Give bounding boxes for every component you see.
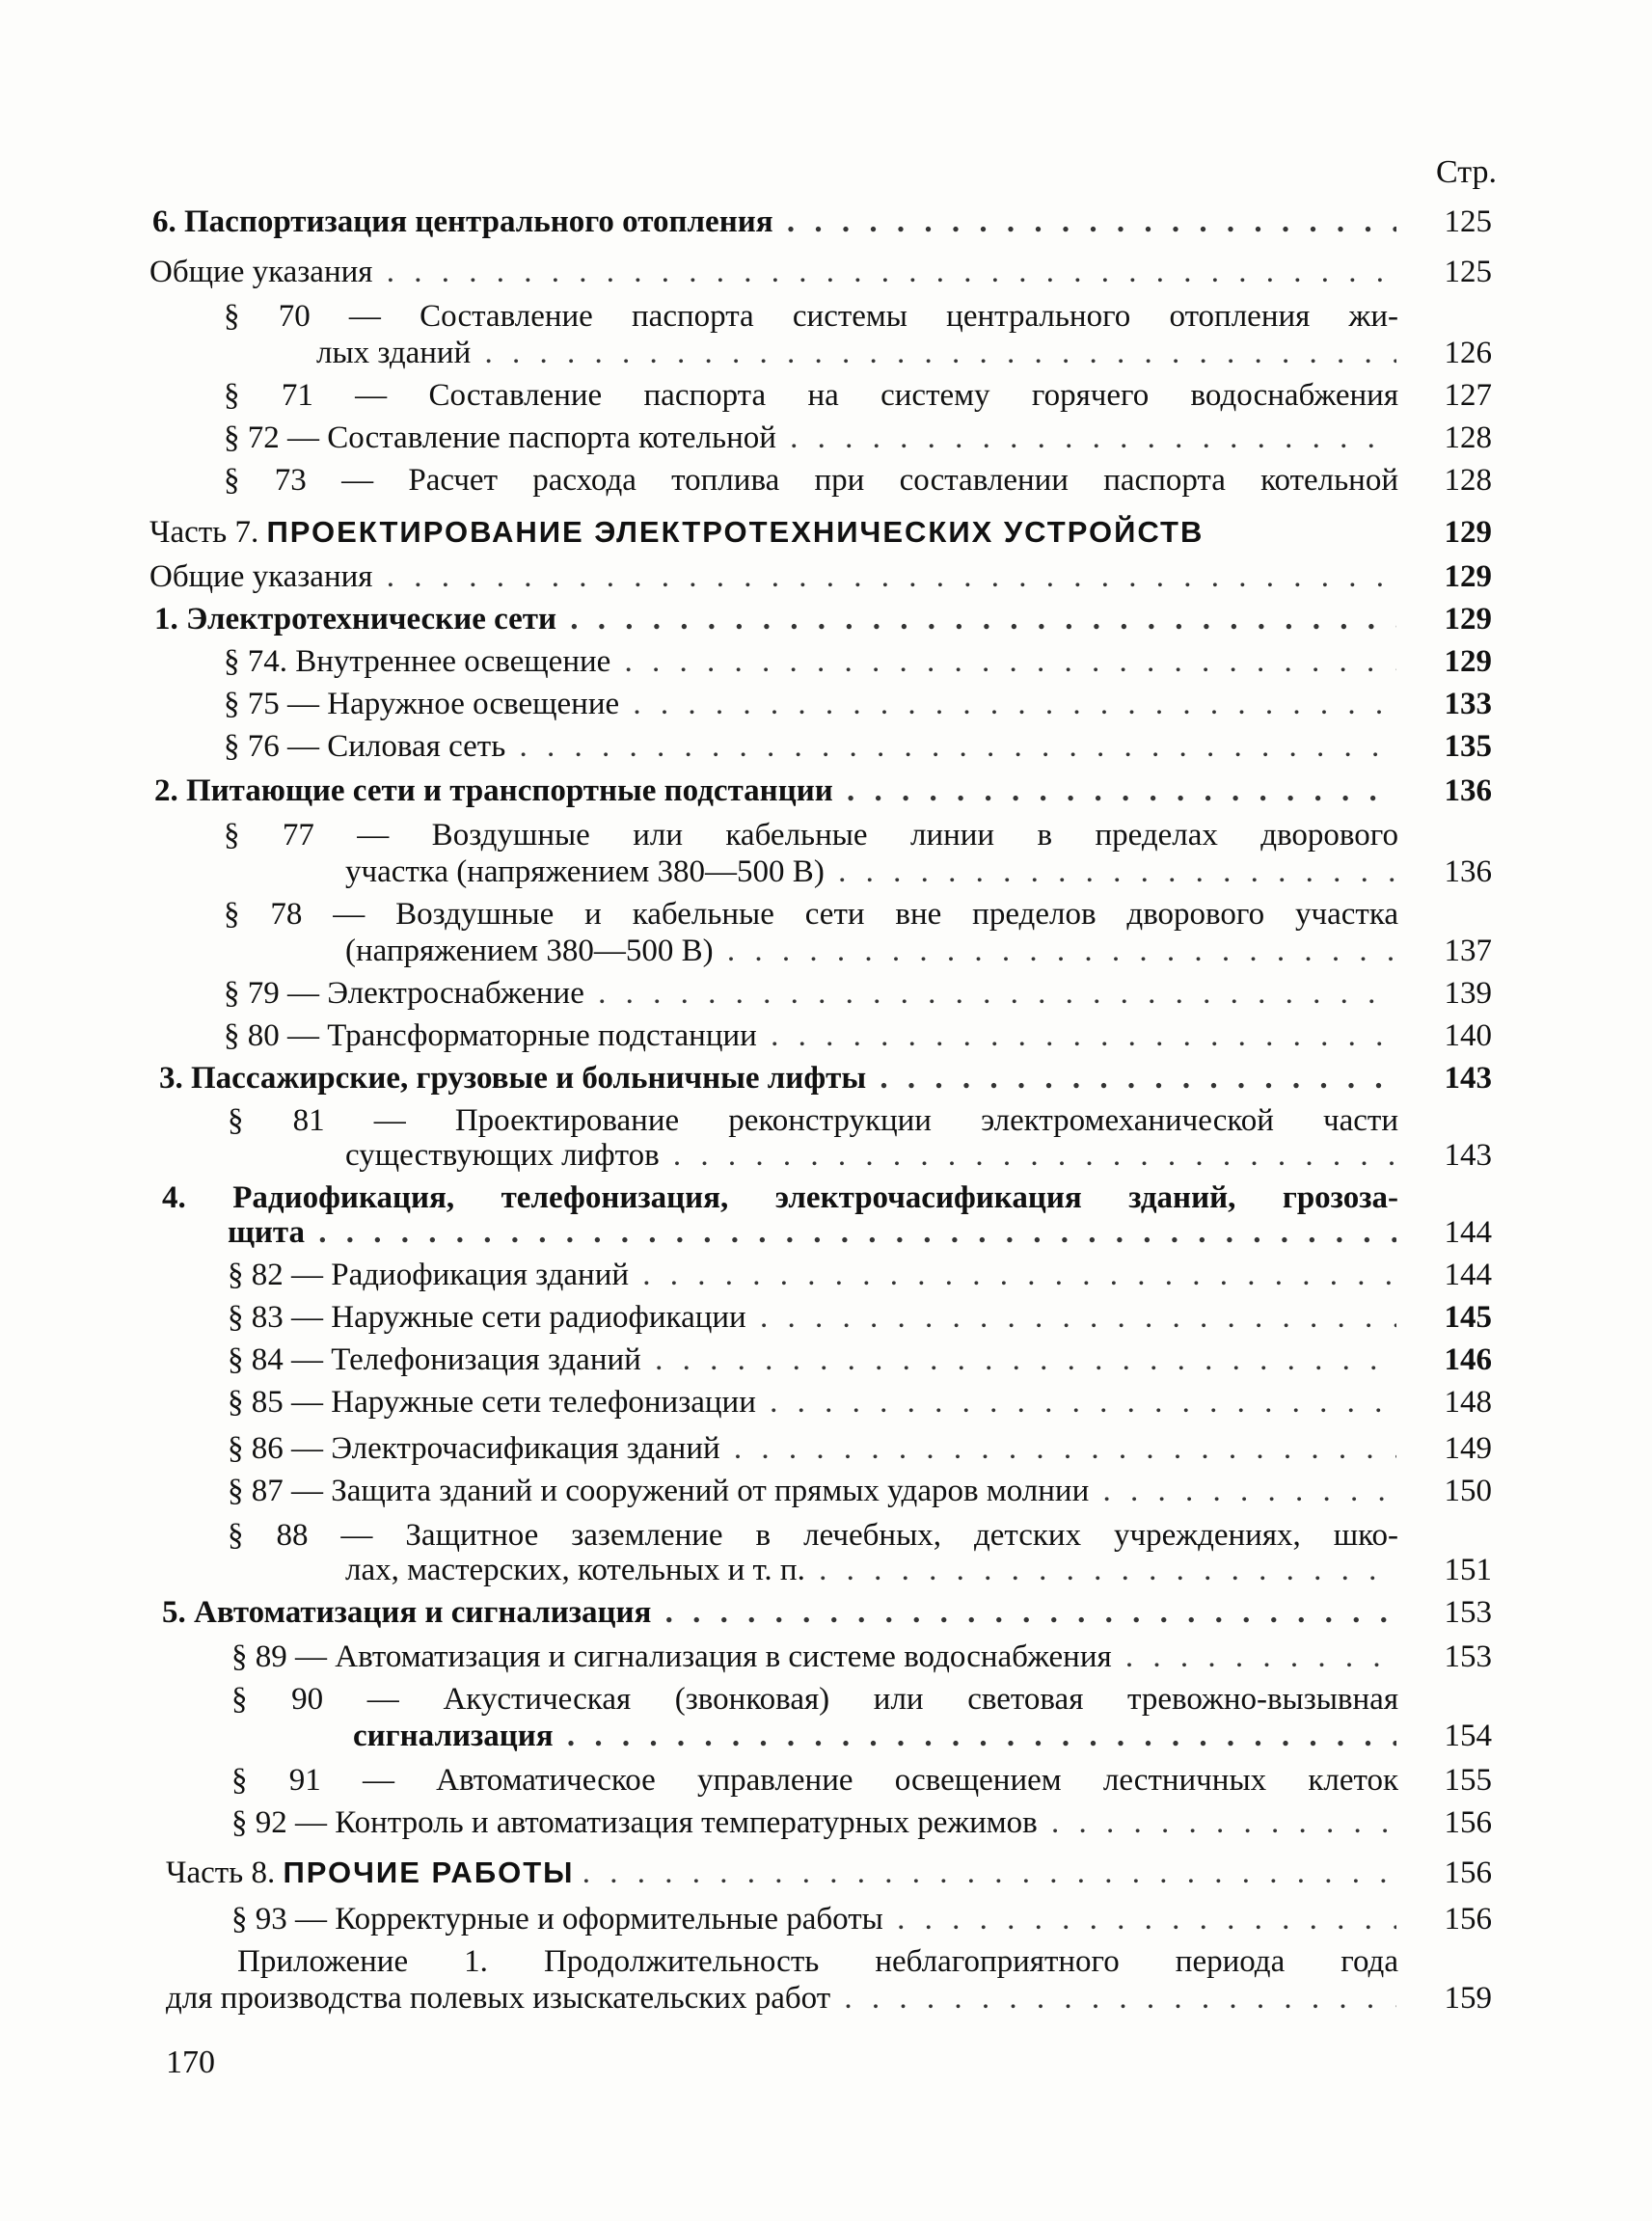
page-folio: 170 bbox=[166, 2045, 215, 2080]
toc-section-6: 6. Паспортизация центрального отопления . . . bbox=[152, 203, 1396, 241]
toc-page-number: 128 bbox=[1444, 463, 1492, 498]
toc-general-instructions: Общие указания . . . bbox=[149, 253, 1396, 291]
part-7-title: ПРОЕКТИРОВАНИЕ ЭЛЕКТРОТЕХНИЧЕСКИХ УСТРОЙСТВ bbox=[266, 515, 1205, 549]
toc-page-number: 144 bbox=[1444, 1258, 1492, 1292]
toc-entry-81-cont: существующих лифтов . . . bbox=[345, 1136, 1396, 1175]
toc-page-number: 153 bbox=[1444, 1639, 1492, 1674]
toc-entry-79: § 79 — Электроснабжение . . . bbox=[224, 974, 1396, 1013]
toc-entry-77: § 77 — Воздушные или кабельные линии в пределах дворового bbox=[224, 818, 1398, 853]
toc-entry-70-cont: лых зданий . . . bbox=[316, 334, 1396, 372]
toc-section-4-cont: щита . . . bbox=[228, 1213, 1396, 1252]
toc-entry-72: § 72 — Составление паспорта котельной . . . bbox=[224, 419, 1396, 457]
toc-entry-85: § 85 — Наружные сети телефонизации . . . bbox=[228, 1383, 1396, 1422]
toc-page-number: 153 bbox=[1444, 1595, 1492, 1630]
toc-page-number: 139 bbox=[1444, 976, 1492, 1011]
toc-entry-84: § 84 — Телефонизация зданий . . . bbox=[228, 1341, 1396, 1379]
part-8-prefix: Часть 8. bbox=[166, 1855, 276, 1890]
toc-entry-81: § 81 — Проектирование реконструкции электромеханической части bbox=[228, 1103, 1398, 1138]
toc-entry-77-cont: участка (напряжением 380—500 В) . . . bbox=[345, 853, 1396, 891]
toc-general-instructions-2: Общие указания . . . bbox=[149, 557, 1396, 596]
toc-page-number: 156 bbox=[1444, 1805, 1492, 1840]
toc-entry-90: § 90 — Акустическая (звонковая) или световая тревожно-вызывная bbox=[231, 1682, 1398, 1717]
part-8-title: ПРОЧИЕ РАБОТЫ bbox=[283, 1855, 575, 1889]
toc-section-2: 2. Питающие сети и транспортные подстанции . . . bbox=[154, 772, 1396, 810]
toc-entry-78-cont: (напряжением 380—500 В) . . . bbox=[345, 932, 1396, 970]
toc-appendix-1-cont: для производства полевых изыскательских работ . . . bbox=[166, 1979, 1396, 2018]
toc-page-number: 154 bbox=[1444, 1719, 1492, 1753]
toc-entry-86: § 86 — Электрочасификация зданий . . . bbox=[228, 1429, 1396, 1468]
part-7-prefix: Часть 7. bbox=[149, 515, 259, 550]
toc-page-number: 145 bbox=[1444, 1300, 1492, 1335]
toc-page-number: 136 bbox=[1444, 854, 1492, 889]
toc-entry-87: § 87 — Защита зданий и сооружений от прямых ударов молнии . . . bbox=[228, 1472, 1396, 1510]
toc-page-number: 129 bbox=[1444, 559, 1492, 594]
toc-part-8 bbox=[166, 1854, 1396, 1892]
toc-entry-88-cont: лах, мастерских, котельных и т. п. . . . bbox=[345, 1551, 1396, 1589]
toc-entry-93: § 93 — Корректурные и оформительные работы . . . bbox=[231, 1900, 1396, 1938]
toc-page-number: 156 bbox=[1444, 1902, 1492, 1937]
toc-entry-78: § 78 — Воздушные и кабельные сети вне пределов дворового участка bbox=[224, 897, 1398, 932]
toc-page-number: 136 bbox=[1444, 773, 1492, 808]
toc-entry-91: § 91 — Автоматическое управление освещением лестничных клеток bbox=[231, 1763, 1398, 1798]
toc-part-7 bbox=[149, 513, 1398, 552]
page-column-header: Стр. bbox=[1435, 154, 1497, 190]
toc-section-1: 1. Электротехнические сети . . . bbox=[154, 600, 1396, 638]
toc-page-number: 129 bbox=[1444, 515, 1492, 550]
toc-entry-80: § 80 — Трансформаторные подстанции . . . bbox=[224, 1016, 1396, 1055]
toc-page-number: 151 bbox=[1444, 1553, 1492, 1587]
toc-page-number: 149 bbox=[1444, 1431, 1492, 1466]
toc-page-number: 156 bbox=[1444, 1855, 1492, 1890]
toc-entry-73: § 73 — Расчет расхода топлива при составлении паспорта котельной bbox=[224, 463, 1398, 498]
toc-page-number: 133 bbox=[1444, 687, 1492, 721]
toc-page-number: 140 bbox=[1444, 1018, 1492, 1053]
toc-page-number: 144 bbox=[1444, 1215, 1492, 1250]
toc-page-number: 146 bbox=[1444, 1342, 1492, 1377]
toc-entry-89: § 89 — Автоматизация и сигнализация в системе водоснабжения . . . bbox=[231, 1638, 1396, 1676]
toc-entry-75: § 75 — Наружное освещение . . . bbox=[224, 685, 1396, 723]
toc-page-number: 125 bbox=[1444, 204, 1492, 239]
toc-entry-71: § 71 — Составление паспорта на систему горячего водоснабжения bbox=[224, 378, 1398, 413]
toc-page-number: 137 bbox=[1444, 934, 1492, 968]
toc-page-number: 125 bbox=[1444, 255, 1492, 289]
toc-page-number: 129 bbox=[1444, 644, 1492, 679]
toc-page-number: 159 bbox=[1444, 1981, 1492, 2016]
toc-page-number: 126 bbox=[1444, 336, 1492, 370]
toc-section-4: 4. Радиофикация, телефонизация, электрочасификация зданий, грозоза- bbox=[162, 1180, 1398, 1215]
toc-page-number: 143 bbox=[1444, 1061, 1492, 1096]
toc-page-number: 135 bbox=[1444, 729, 1492, 764]
toc-entry-83: § 83 — Наружные сети радиофикации . . . bbox=[228, 1298, 1396, 1337]
toc-page-number: 148 bbox=[1444, 1385, 1492, 1420]
toc-page-number: 127 bbox=[1444, 378, 1492, 413]
toc-section-3: 3. Пассажирские, грузовые и больничные лифты . . . bbox=[159, 1059, 1396, 1097]
toc-entry-74: § 74. Внутреннее освещение . . . bbox=[224, 642, 1396, 681]
toc-page-number: 128 bbox=[1444, 420, 1492, 455]
toc-entry-70: § 70 — Составление паспорта системы центрального отопления жи- bbox=[224, 299, 1398, 334]
toc-entry-76: § 76 — Силовая сеть . . . bbox=[224, 727, 1396, 766]
toc-entry-90-cont: сигнализация . . . bbox=[353, 1717, 1396, 1755]
toc-page-number: 150 bbox=[1444, 1474, 1492, 1508]
toc-entry-88: § 88 — Защитное заземление в лечебных, детских учреждениях, шко- bbox=[228, 1518, 1398, 1553]
toc-entry-82: § 82 — Радиофикация зданий . . . bbox=[228, 1256, 1396, 1294]
toc-page-number: 143 bbox=[1444, 1138, 1492, 1173]
toc-entry-92: § 92 — Контроль и автоматизация температурных режимов . . . bbox=[231, 1803, 1396, 1842]
toc-section-5: 5. Автоматизация и сигнализация . . . bbox=[162, 1593, 1396, 1632]
toc-page-number: 155 bbox=[1444, 1763, 1492, 1798]
toc-appendix-1: Приложение 1. Продолжительность неблагоприятного периода года bbox=[237, 1944, 1398, 1979]
toc-page-number: 129 bbox=[1444, 602, 1492, 637]
